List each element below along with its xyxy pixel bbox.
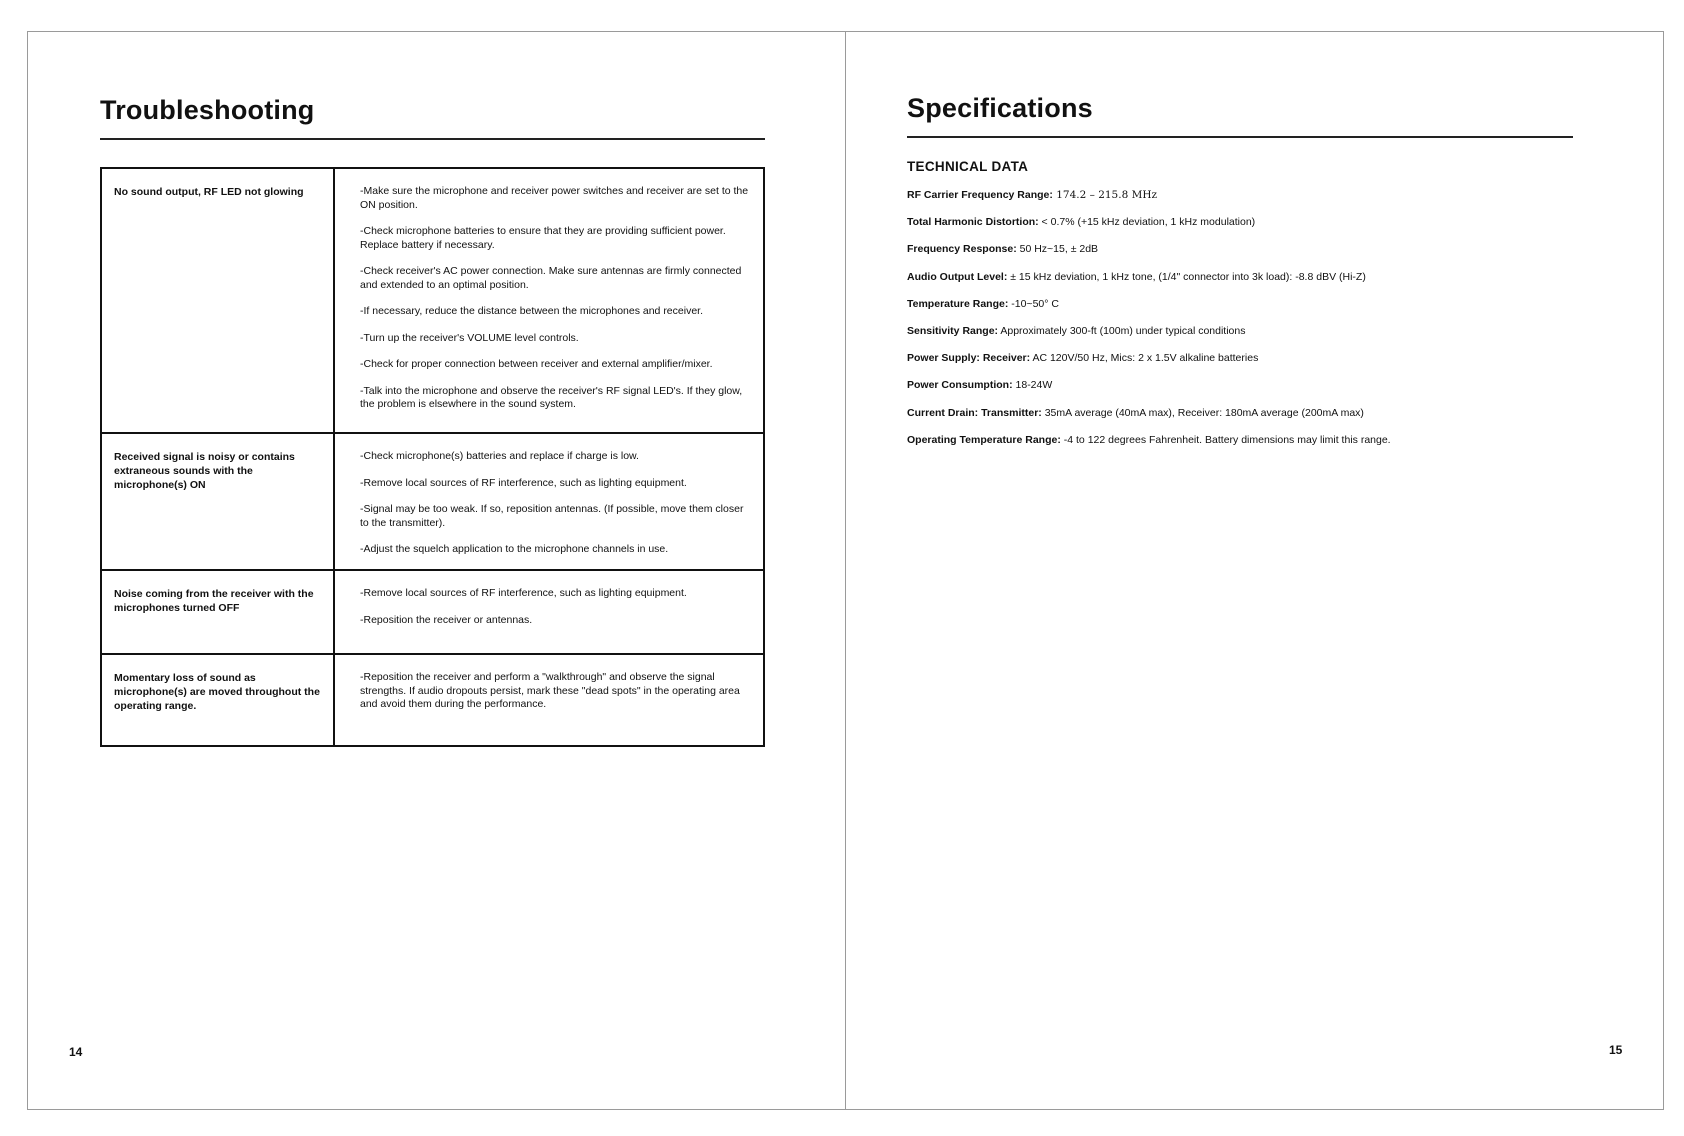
problem-cell: Momentary loss of sound as microphone(s) are moved throughout the operating range.: [101, 654, 334, 746]
spec-value: 35mA average (40mA max), Receiver: 180mA average (200mA max): [1041, 406, 1364, 419]
solution-item: -Remove local sources of RF interference, such as lighting equipment.: [360, 587, 687, 599]
solution-item: -Check receiver's AC power connection. Make sure antennas are firmly connected and extended to an optimal position.: [360, 265, 742, 291]
spec-label: Power Supply: Receiver:: [907, 352, 1031, 365]
spec-label: Frequency Response:: [907, 243, 1017, 256]
spec-item: [907, 433, 1607, 460]
problem-cell: No sound output, RF LED not glowing: [101, 168, 334, 433]
spec-item: [907, 188, 1607, 215]
solutions-cell: [334, 570, 764, 654]
spec-label: Power Consumption:: [907, 379, 1013, 392]
solution-item: -Remove local sources of RF interference, such as lighting equipment.: [360, 476, 687, 489]
solution-item: -Check microphone(s) batteries and replace if charge is low.: [360, 450, 639, 462]
spec-item: [907, 406, 1607, 433]
problem-cell: Noise coming from the receiver with the microphones turned OFF: [101, 570, 334, 654]
solution-item: -If necessary, reduce the distance between the microphones and receiver.: [360, 305, 703, 317]
solutions-cell: [334, 433, 764, 570]
spec-value: 50 Hz~15, ± 2dB: [1016, 243, 1099, 256]
section-subheading: TECHNICAL DATA: [907, 159, 1029, 174]
spec-list: [907, 188, 1607, 460]
spec-label: Current Drain: Transmitter:: [907, 406, 1042, 419]
spec-value: -10~50° C: [1008, 297, 1059, 310]
table-row: [101, 654, 764, 746]
spec-item: [907, 242, 1607, 269]
page-number: 15: [1609, 1043, 1623, 1057]
page-number: 14: [69, 1045, 83, 1059]
spec-value: -4 to 122 degrees Fahrenheit. Battery dimensions may limit this range.: [1060, 433, 1391, 446]
table-row: [101, 433, 764, 570]
spec-value: AC 120V/50 Hz, Mics: 2 x 1.5V alkaline batteries: [1030, 352, 1259, 365]
solution-item: -Adjust the squelch application to the microphone channels in use.: [360, 543, 669, 555]
solution-item: -Check for proper connection between receiver and external amplifier/mixer.: [360, 358, 713, 370]
spec-value: Approximately 300-ft (100m) under typical conditions: [998, 324, 1246, 337]
spec-value: ± 15 kHz deviation, 1 kHz tone, (1/4" connector into 3k load): -8.8 dBV (Hi-Z): [1007, 270, 1366, 283]
title-rule: [907, 136, 1573, 138]
spec-value: < 0.7% (+15 kHz deviation, 1 kHz modulation): [1038, 216, 1256, 229]
table-row: [101, 570, 764, 654]
problem-cell: Received signal is noisy or contains extraneous sounds with the microphone(s) ON: [101, 433, 334, 570]
specifications-page: [846, 31, 1664, 1110]
solution-item: -Reposition the receiver or antennas.: [360, 613, 533, 626]
spec-label: Total Harmonic Distortion:: [907, 216, 1039, 229]
spec-value: 18-24W: [1012, 379, 1053, 392]
solutions-cell: [334, 654, 764, 746]
solution-item: -Check microphone batteries to ensure that they are providing sufficient power. Replace battery if necessary.: [360, 225, 726, 251]
title-rule: [100, 138, 765, 140]
spec-label: Sensitivity Range:: [907, 324, 999, 337]
page-title: Troubleshooting: [100, 95, 315, 125]
spec-item: [907, 351, 1607, 378]
page-title: Specifications: [907, 93, 1093, 123]
spec-item: [907, 297, 1607, 324]
spec-item: [907, 378, 1607, 405]
spec-value: 174.2 – 215.8 MHz: [1052, 189, 1158, 201]
spec-item: [907, 215, 1607, 242]
solution-item: -Signal may be too weak. If so, reposition antennas. (If possible, move them closer to the transmitter).: [360, 503, 744, 529]
solution-item: -Make sure the microphone and receiver power switches and receiver are set to the ON position.: [360, 185, 749, 211]
spec-item: [907, 270, 1607, 297]
troubleshooting-table: [100, 167, 765, 747]
solution-item: -Talk into the microphone and observe the receiver's RF signal LED's. If they glow, the problem is elsewhere in the sound system.: [360, 384, 743, 410]
solutions-cell: [334, 168, 764, 433]
table-row: [101, 168, 764, 433]
spec-item: [907, 324, 1607, 351]
troubleshooting-page: [27, 31, 845, 1110]
spec-label: Audio Output Level:: [907, 270, 1008, 283]
spec-label: RF Carrier Frequency Range:: [907, 189, 1053, 201]
spec-label: Temperature Range:: [907, 297, 1009, 310]
spec-label: Operating Temperature Range:: [907, 433, 1061, 446]
solution-item: -Reposition the receiver and perform a "walkthrough" and observe the signal strengths. If audio dropouts persist, mark these "dead spots" in the operating area and avoid them during the performance.: [360, 671, 740, 710]
solution-item: -Turn up the receiver's VOLUME level controls.: [360, 331, 579, 344]
